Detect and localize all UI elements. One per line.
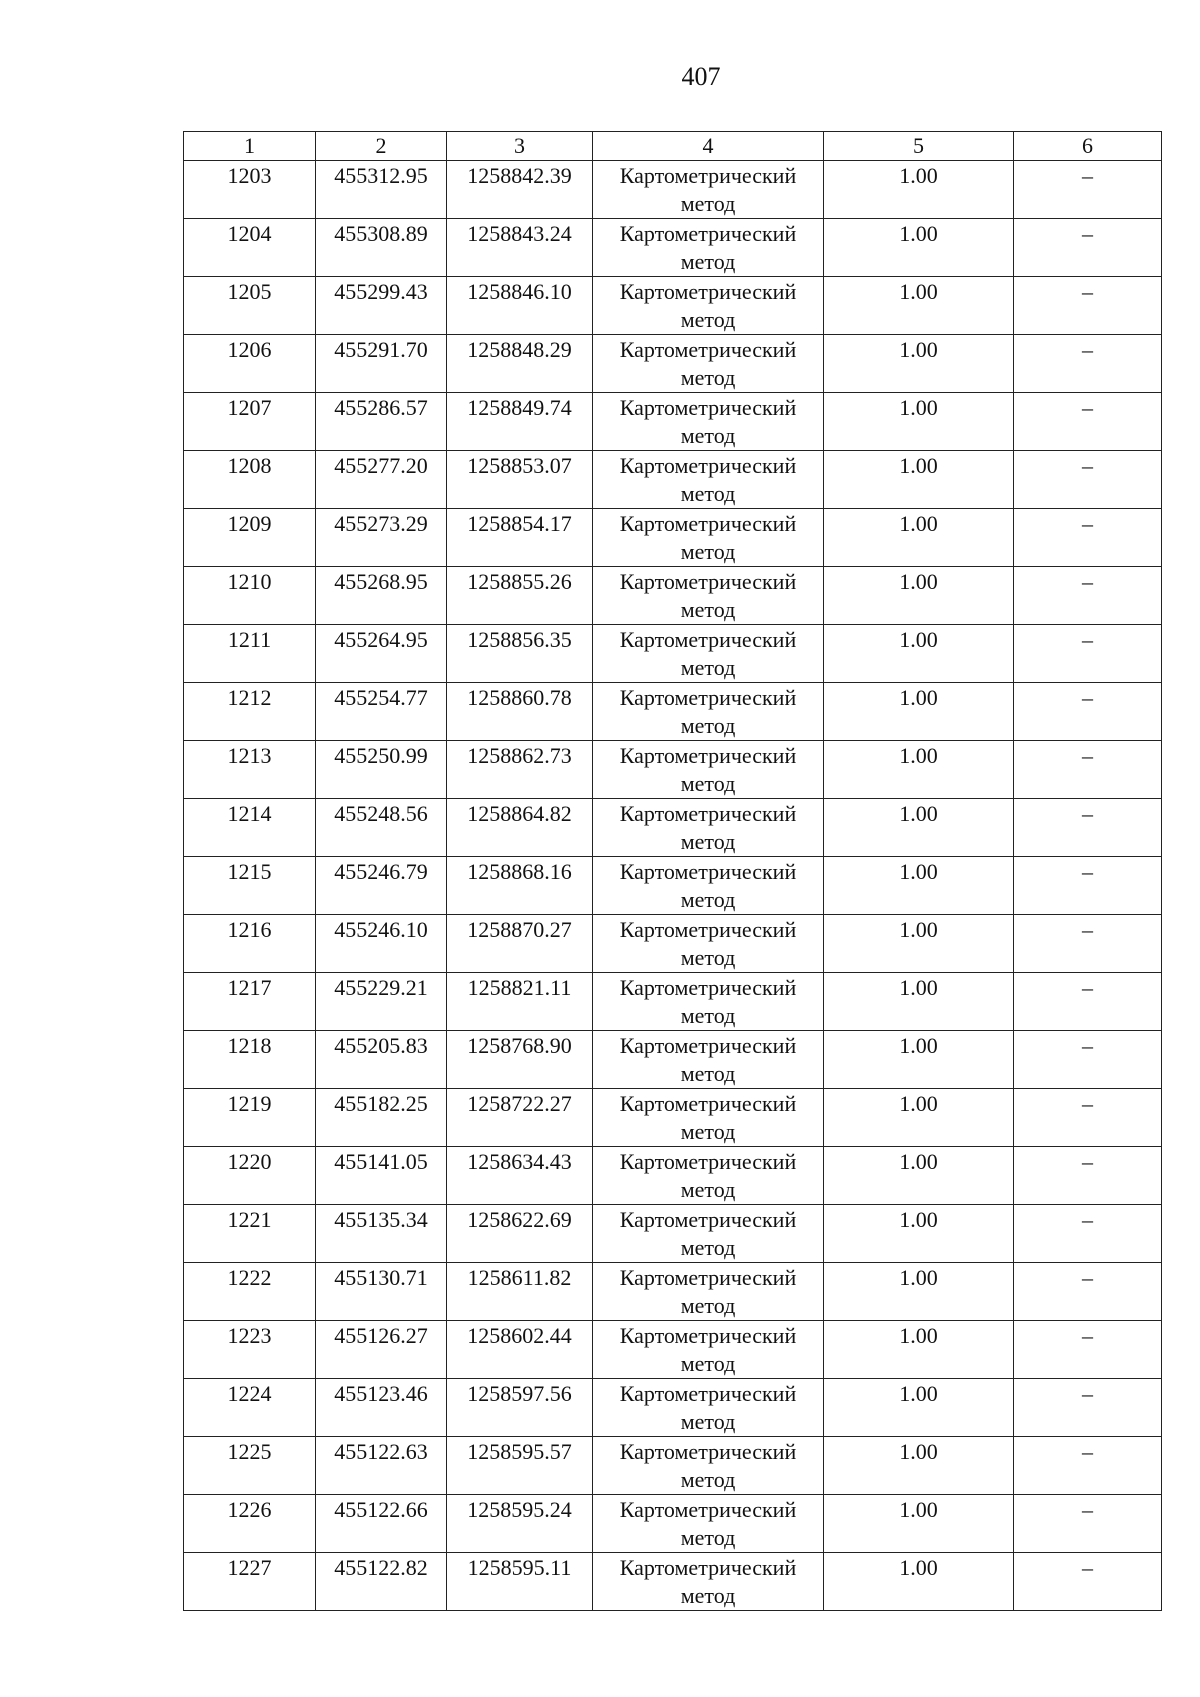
method-line-2: метод bbox=[680, 1525, 736, 1550]
column-header-6: 6 bbox=[1014, 132, 1162, 161]
page-number: 407 bbox=[681, 62, 721, 91]
x-coordinate-cell: 455122.82 bbox=[316, 1553, 447, 1611]
table-row bbox=[184, 1147, 1162, 1205]
method-line-1: Картометрический bbox=[619, 1207, 797, 1232]
y-coordinate-cell: 1258853.07 bbox=[447, 451, 593, 509]
method-line-1: Картометрический bbox=[619, 569, 797, 594]
method-line-2: метод bbox=[680, 481, 736, 506]
method-cell bbox=[593, 1205, 824, 1263]
table-row bbox=[184, 741, 1162, 799]
table-row bbox=[184, 915, 1162, 973]
table-row bbox=[184, 1031, 1162, 1089]
note-cell: – bbox=[1014, 161, 1162, 219]
table-row bbox=[184, 335, 1162, 393]
y-coordinate-cell: 1258622.69 bbox=[447, 1205, 593, 1263]
table-row bbox=[184, 1553, 1162, 1611]
table-row bbox=[184, 393, 1162, 451]
table-header-row bbox=[184, 132, 1162, 161]
note-cell: – bbox=[1014, 857, 1162, 915]
method-cell bbox=[593, 1553, 824, 1611]
accuracy-cell: 1.00 bbox=[824, 1553, 1014, 1611]
method-line-2: метод bbox=[680, 771, 736, 796]
accuracy-cell: 1.00 bbox=[824, 567, 1014, 625]
method-line-2: метод bbox=[680, 887, 736, 912]
method-cell bbox=[593, 1437, 824, 1495]
method-line-2: метод bbox=[680, 249, 736, 274]
point-number-cell: 1219 bbox=[184, 1089, 316, 1147]
y-coordinate-cell: 1258848.29 bbox=[447, 335, 593, 393]
column-header-5: 5 bbox=[824, 132, 1014, 161]
table-row bbox=[184, 451, 1162, 509]
method-line-1: Картометрический bbox=[619, 627, 797, 652]
method-cell bbox=[593, 683, 824, 741]
method-line-2: метод bbox=[680, 1293, 736, 1318]
method-line-1: Картометрический bbox=[619, 221, 797, 246]
table-row bbox=[184, 625, 1162, 683]
point-number-cell: 1207 bbox=[184, 393, 316, 451]
method-line-2: метод bbox=[680, 1467, 736, 1492]
coordinates-table bbox=[183, 131, 1162, 1611]
table-row bbox=[184, 1263, 1162, 1321]
point-number-cell: 1217 bbox=[184, 973, 316, 1031]
note-cell: – bbox=[1014, 509, 1162, 567]
table-row bbox=[184, 857, 1162, 915]
note-cell: – bbox=[1014, 1031, 1162, 1089]
method-line-1: Картометрический bbox=[619, 1497, 797, 1522]
column-header-3: 3 bbox=[447, 132, 593, 161]
y-coordinate-cell: 1258634.43 bbox=[447, 1147, 593, 1205]
method-cell bbox=[593, 1263, 824, 1321]
note-cell: – bbox=[1014, 1147, 1162, 1205]
method-cell bbox=[593, 567, 824, 625]
y-coordinate-cell: 1258843.24 bbox=[447, 219, 593, 277]
table-row bbox=[184, 683, 1162, 741]
accuracy-cell: 1.00 bbox=[824, 683, 1014, 741]
point-number-cell: 1210 bbox=[184, 567, 316, 625]
method-line-2: метод bbox=[680, 597, 736, 622]
note-cell: – bbox=[1014, 683, 1162, 741]
column-header-2: 2 bbox=[316, 132, 447, 161]
method-line-1: Картометрический bbox=[619, 1091, 797, 1116]
table-row bbox=[184, 1495, 1162, 1553]
x-coordinate-cell: 455248.56 bbox=[316, 799, 447, 857]
note-cell: – bbox=[1014, 1089, 1162, 1147]
method-line-1: Картометрический bbox=[619, 1555, 797, 1580]
y-coordinate-cell: 1258849.74 bbox=[447, 393, 593, 451]
method-line-1: Картометрический bbox=[619, 685, 797, 710]
point-number-cell: 1203 bbox=[184, 161, 316, 219]
method-cell bbox=[593, 335, 824, 393]
y-coordinate-cell: 1258870.27 bbox=[447, 915, 593, 973]
point-number-cell: 1206 bbox=[184, 335, 316, 393]
x-coordinate-cell: 455254.77 bbox=[316, 683, 447, 741]
note-cell: – bbox=[1014, 219, 1162, 277]
method-line-2: метод bbox=[680, 713, 736, 738]
method-line-2: метод bbox=[680, 1003, 736, 1028]
accuracy-cell: 1.00 bbox=[824, 1031, 1014, 1089]
x-coordinate-cell: 455286.57 bbox=[316, 393, 447, 451]
y-coordinate-cell: 1258854.17 bbox=[447, 509, 593, 567]
column-header-4: 4 bbox=[593, 132, 824, 161]
method-line-2: метод bbox=[680, 1177, 736, 1202]
accuracy-cell: 1.00 bbox=[824, 1495, 1014, 1553]
table-row bbox=[184, 161, 1162, 219]
note-cell: – bbox=[1014, 1321, 1162, 1379]
point-number-cell: 1216 bbox=[184, 915, 316, 973]
method-line-1: Картометрический bbox=[619, 1149, 797, 1174]
table-row bbox=[184, 1089, 1162, 1147]
point-number-cell: 1218 bbox=[184, 1031, 316, 1089]
table-row bbox=[184, 509, 1162, 567]
method-cell bbox=[593, 799, 824, 857]
x-coordinate-cell: 455182.25 bbox=[316, 1089, 447, 1147]
accuracy-cell: 1.00 bbox=[824, 393, 1014, 451]
accuracy-cell: 1.00 bbox=[824, 219, 1014, 277]
table-row bbox=[184, 1321, 1162, 1379]
point-number-cell: 1222 bbox=[184, 1263, 316, 1321]
x-coordinate-cell: 455291.70 bbox=[316, 335, 447, 393]
method-line-1: Картометрический bbox=[619, 337, 797, 362]
method-line-1: Картометрический bbox=[619, 511, 797, 536]
point-number-cell: 1211 bbox=[184, 625, 316, 683]
method-cell bbox=[593, 451, 824, 509]
y-coordinate-cell: 1258864.82 bbox=[447, 799, 593, 857]
x-coordinate-cell: 455299.43 bbox=[316, 277, 447, 335]
point-number-cell: 1209 bbox=[184, 509, 316, 567]
x-coordinate-cell: 455268.95 bbox=[316, 567, 447, 625]
method-line-1: Картометрический bbox=[619, 859, 797, 884]
table-row bbox=[184, 1437, 1162, 1495]
point-number-cell: 1214 bbox=[184, 799, 316, 857]
table-row bbox=[184, 219, 1162, 277]
x-coordinate-cell: 455130.71 bbox=[316, 1263, 447, 1321]
point-number-cell: 1227 bbox=[184, 1553, 316, 1611]
point-number-cell: 1208 bbox=[184, 451, 316, 509]
point-number-cell: 1224 bbox=[184, 1379, 316, 1437]
note-cell: – bbox=[1014, 1495, 1162, 1553]
x-coordinate-cell: 455277.20 bbox=[316, 451, 447, 509]
x-coordinate-cell: 455122.63 bbox=[316, 1437, 447, 1495]
method-cell bbox=[593, 915, 824, 973]
point-number-cell: 1221 bbox=[184, 1205, 316, 1263]
accuracy-cell: 1.00 bbox=[824, 1321, 1014, 1379]
note-cell: – bbox=[1014, 1205, 1162, 1263]
accuracy-cell: 1.00 bbox=[824, 335, 1014, 393]
y-coordinate-cell: 1258860.78 bbox=[447, 683, 593, 741]
y-coordinate-cell: 1258842.39 bbox=[447, 161, 593, 219]
method-line-1: Картометрический bbox=[619, 975, 797, 1000]
point-number-cell: 1225 bbox=[184, 1437, 316, 1495]
method-cell bbox=[593, 1089, 824, 1147]
column-header-1: 1 bbox=[184, 132, 316, 161]
table-row bbox=[184, 567, 1162, 625]
method-line-1: Картометрический bbox=[619, 743, 797, 768]
note-cell: – bbox=[1014, 567, 1162, 625]
note-cell: – bbox=[1014, 741, 1162, 799]
note-cell: – bbox=[1014, 1437, 1162, 1495]
note-cell: – bbox=[1014, 277, 1162, 335]
y-coordinate-cell: 1258768.90 bbox=[447, 1031, 593, 1089]
y-coordinate-cell: 1258722.27 bbox=[447, 1089, 593, 1147]
point-number-cell: 1212 bbox=[184, 683, 316, 741]
method-line-2: метод bbox=[680, 1351, 736, 1376]
table-row bbox=[184, 1379, 1162, 1437]
y-coordinate-cell: 1258595.57 bbox=[447, 1437, 593, 1495]
x-coordinate-cell: 455273.29 bbox=[316, 509, 447, 567]
accuracy-cell: 1.00 bbox=[824, 857, 1014, 915]
y-coordinate-cell: 1258821.11 bbox=[447, 973, 593, 1031]
accuracy-cell: 1.00 bbox=[824, 1379, 1014, 1437]
method-line-2: метод bbox=[680, 423, 736, 448]
y-coordinate-cell: 1258855.26 bbox=[447, 567, 593, 625]
method-line-2: метод bbox=[680, 655, 736, 680]
method-cell bbox=[593, 1147, 824, 1205]
x-coordinate-cell: 455246.10 bbox=[316, 915, 447, 973]
point-number-cell: 1213 bbox=[184, 741, 316, 799]
method-line-2: метод bbox=[680, 1119, 736, 1144]
y-coordinate-cell: 1258856.35 bbox=[447, 625, 593, 683]
method-line-2: метод bbox=[680, 307, 736, 332]
method-line-2: метод bbox=[680, 829, 736, 854]
accuracy-cell: 1.00 bbox=[824, 915, 1014, 973]
table-row bbox=[184, 973, 1162, 1031]
method-cell bbox=[593, 509, 824, 567]
method-cell bbox=[593, 973, 824, 1031]
method-cell bbox=[593, 741, 824, 799]
accuracy-cell: 1.00 bbox=[824, 277, 1014, 335]
accuracy-cell: 1.00 bbox=[824, 1147, 1014, 1205]
note-cell: – bbox=[1014, 393, 1162, 451]
point-number-cell: 1220 bbox=[184, 1147, 316, 1205]
method-cell bbox=[593, 1495, 824, 1553]
note-cell: – bbox=[1014, 915, 1162, 973]
method-cell bbox=[593, 857, 824, 915]
method-cell bbox=[593, 393, 824, 451]
method-line-1: Картометрический bbox=[619, 917, 797, 942]
y-coordinate-cell: 1258597.56 bbox=[447, 1379, 593, 1437]
method-cell bbox=[593, 277, 824, 335]
note-cell: – bbox=[1014, 1379, 1162, 1437]
accuracy-cell: 1.00 bbox=[824, 1089, 1014, 1147]
note-cell: – bbox=[1014, 1553, 1162, 1611]
y-coordinate-cell: 1258611.82 bbox=[447, 1263, 593, 1321]
x-coordinate-cell: 455122.66 bbox=[316, 1495, 447, 1553]
method-cell bbox=[593, 1379, 824, 1437]
y-coordinate-cell: 1258595.11 bbox=[447, 1553, 593, 1611]
y-coordinate-cell: 1258602.44 bbox=[447, 1321, 593, 1379]
x-coordinate-cell: 455308.89 bbox=[316, 219, 447, 277]
accuracy-cell: 1.00 bbox=[824, 509, 1014, 567]
y-coordinate-cell: 1258868.16 bbox=[447, 857, 593, 915]
point-number-cell: 1205 bbox=[184, 277, 316, 335]
method-line-1: Картометрический bbox=[619, 279, 797, 304]
accuracy-cell: 1.00 bbox=[824, 1263, 1014, 1321]
method-line-1: Картометрический bbox=[619, 1381, 797, 1406]
note-cell: – bbox=[1014, 451, 1162, 509]
table-row bbox=[184, 277, 1162, 335]
x-coordinate-cell: 455229.21 bbox=[316, 973, 447, 1031]
method-line-2: метод bbox=[680, 1235, 736, 1260]
method-cell bbox=[593, 1321, 824, 1379]
x-coordinate-cell: 455246.79 bbox=[316, 857, 447, 915]
table-row bbox=[184, 799, 1162, 857]
method-line-1: Картометрический bbox=[619, 1265, 797, 1290]
x-coordinate-cell: 455123.46 bbox=[316, 1379, 447, 1437]
x-coordinate-cell: 455264.95 bbox=[316, 625, 447, 683]
x-coordinate-cell: 455312.95 bbox=[316, 161, 447, 219]
method-line-1: Картометрический bbox=[619, 163, 797, 188]
note-cell: – bbox=[1014, 799, 1162, 857]
y-coordinate-cell: 1258862.73 bbox=[447, 741, 593, 799]
table-body bbox=[184, 161, 1162, 1611]
accuracy-cell: 1.00 bbox=[824, 161, 1014, 219]
y-coordinate-cell: 1258595.24 bbox=[447, 1495, 593, 1553]
accuracy-cell: 1.00 bbox=[824, 1437, 1014, 1495]
method-line-1: Картометрический bbox=[619, 1033, 797, 1058]
point-number-cell: 1215 bbox=[184, 857, 316, 915]
note-cell: – bbox=[1014, 973, 1162, 1031]
accuracy-cell: 1.00 bbox=[824, 799, 1014, 857]
table-row bbox=[184, 1205, 1162, 1263]
point-number-cell: 1204 bbox=[184, 219, 316, 277]
method-line-2: метод bbox=[680, 945, 736, 970]
accuracy-cell: 1.00 bbox=[824, 451, 1014, 509]
note-cell: – bbox=[1014, 625, 1162, 683]
method-cell bbox=[593, 1031, 824, 1089]
method-line-2: метод bbox=[680, 365, 736, 390]
method-line-2: метод bbox=[680, 539, 736, 564]
method-line-1: Картометрический bbox=[619, 395, 797, 420]
method-line-1: Картометрический bbox=[619, 453, 797, 478]
x-coordinate-cell: 455126.27 bbox=[316, 1321, 447, 1379]
accuracy-cell: 1.00 bbox=[824, 741, 1014, 799]
x-coordinate-cell: 455205.83 bbox=[316, 1031, 447, 1089]
method-cell bbox=[593, 161, 824, 219]
x-coordinate-cell: 455250.99 bbox=[316, 741, 447, 799]
method-cell bbox=[593, 219, 824, 277]
point-number-cell: 1223 bbox=[184, 1321, 316, 1379]
method-line-1: Картометрический bbox=[619, 1323, 797, 1348]
x-coordinate-cell: 455135.34 bbox=[316, 1205, 447, 1263]
method-line-1: Картометрический bbox=[619, 1439, 797, 1464]
note-cell: – bbox=[1014, 335, 1162, 393]
x-coordinate-cell: 455141.05 bbox=[316, 1147, 447, 1205]
method-line-2: метод bbox=[680, 1583, 736, 1608]
accuracy-cell: 1.00 bbox=[824, 1205, 1014, 1263]
method-line-2: метод bbox=[680, 191, 736, 216]
method-line-1: Картометрический bbox=[619, 801, 797, 826]
method-line-2: метод bbox=[680, 1061, 736, 1086]
accuracy-cell: 1.00 bbox=[824, 625, 1014, 683]
method-cell bbox=[593, 625, 824, 683]
accuracy-cell: 1.00 bbox=[824, 973, 1014, 1031]
point-number-cell: 1226 bbox=[184, 1495, 316, 1553]
method-line-2: метод bbox=[680, 1409, 736, 1434]
note-cell: – bbox=[1014, 1263, 1162, 1321]
y-coordinate-cell: 1258846.10 bbox=[447, 277, 593, 335]
